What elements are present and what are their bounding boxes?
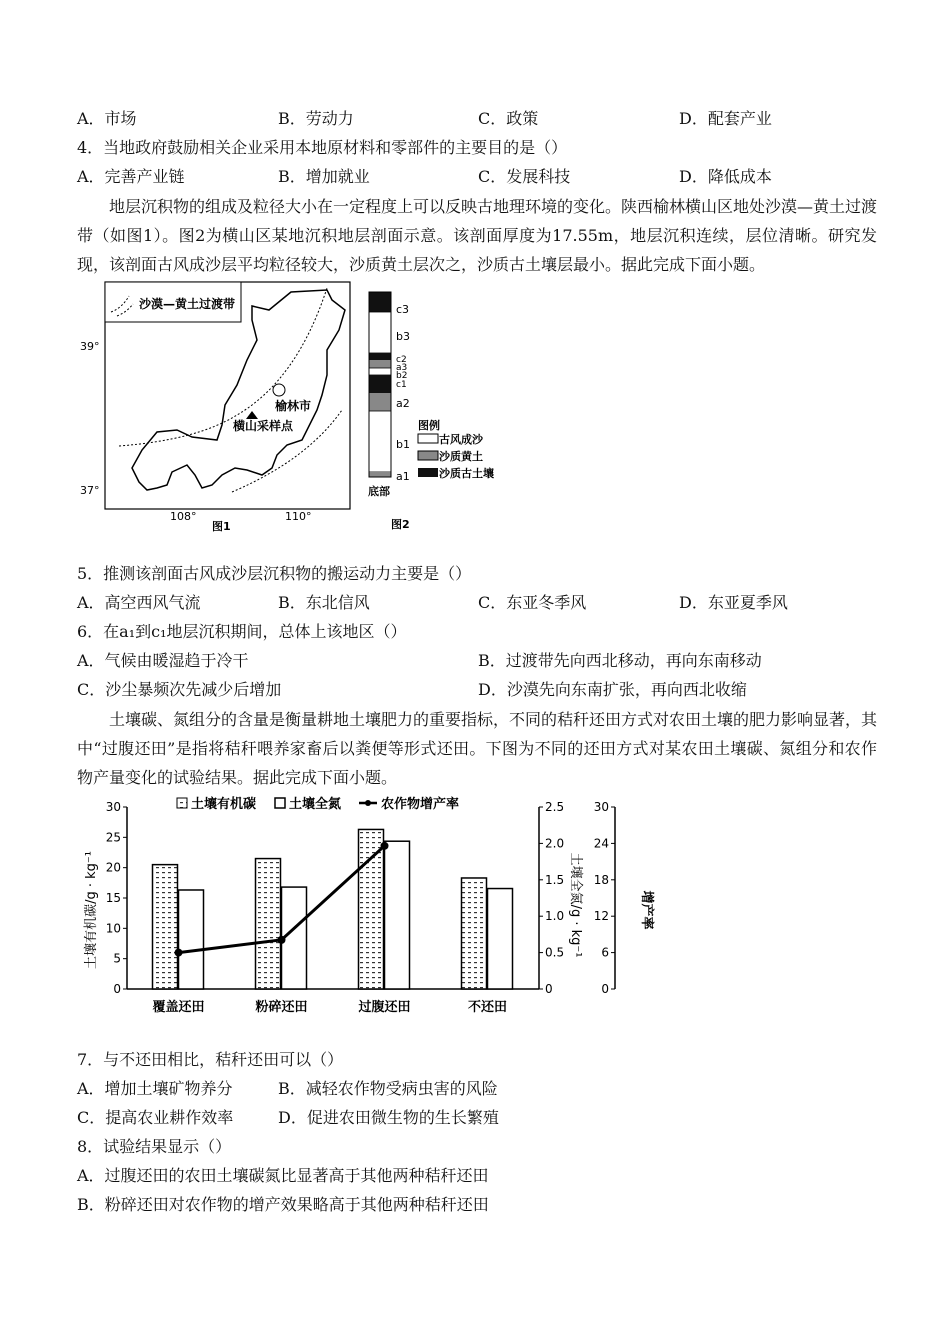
legend-swatch-carbon (177, 798, 187, 808)
option: A．增加土壤矿物养分 (77, 1079, 233, 1098)
option: C．政策 (478, 109, 539, 128)
layer-label: b2 (396, 371, 408, 381)
option: B．增加就业 (278, 167, 370, 186)
bar-carbon (256, 859, 281, 989)
option: D．沙漠先向东南扩张，再向西北收缩 (478, 680, 747, 699)
option: B．劳动力 (278, 109, 354, 128)
y-tick-label: 15 (105, 891, 121, 905)
y2-tick-label: 0.5 (545, 945, 565, 960)
y-tick-label: 30 (105, 800, 121, 814)
y-tick-label: 0 (113, 982, 121, 996)
layer-label: c2 (396, 355, 407, 365)
sample-point-label: 横山采样点 (233, 419, 294, 433)
legend-swatch-paleosol (418, 468, 438, 477)
q8-stem: 8．试验结果显示（） (77, 1137, 232, 1156)
legend-label: 古风成沙 (439, 433, 483, 446)
layer-label: b1 (396, 438, 410, 451)
option: C．发展科技 (478, 167, 571, 186)
option: D．促进农田微生物的生长繁殖 (278, 1108, 499, 1127)
option: D．配套产业 (679, 109, 772, 128)
option: B．减轻农作物受病虫害的风险 (278, 1079, 498, 1098)
map-legend-label: 沙漠—黄土过渡带 (139, 297, 236, 311)
column-bottom-label: 底部 (368, 485, 390, 498)
option: C．东亚冬季风 (478, 593, 587, 612)
legend-label: 农作物增产率 (381, 797, 460, 812)
passage-2: 土壤碳、氮组分的含量是衡量耕地土壤肥力的重要指标，不同的秸秆还田方式对农田土壤的肥力影响显著，其中“过腹还田”是指将秸秆喂养家畜后以粪便等形式还田。下图为不同的还田方式对某农田土壤碳、氮组分和农作物产量变化的试验结果。据此完成下面小题。 (77, 710, 878, 787)
option: A．过腹还田的农田土壤碳氮比显著高于其他两种秸秆还田 (77, 1166, 489, 1185)
option: B．粉碎还田对农作物的增产效果略高于其他两种秸秆还田 (77, 1195, 489, 1214)
option: A．完善产业链 (77, 167, 185, 186)
x-tick-label: 覆盖还田 (152, 1000, 205, 1015)
y3-tick-label: 30 (593, 800, 609, 814)
y-axis-label: 土壤有机碳/g · kg⁻¹ (84, 851, 99, 969)
x-tick-label: 不还田 (467, 1000, 508, 1015)
x-tick-label: 过腹还田 (358, 1000, 411, 1015)
y2-tick-label: 2.5 (545, 800, 565, 814)
bar-carbon (462, 878, 487, 989)
bar-nitrogen (385, 841, 410, 989)
y3-tick-label: 24 (593, 836, 609, 851)
point-yield (381, 842, 389, 850)
legend-swatch-nitrogen (275, 798, 285, 808)
layer-label: a3 (396, 363, 408, 373)
lon-label: 108° (170, 510, 197, 523)
y-tick-label: 10 (105, 921, 121, 936)
figure1-caption: 图1 (212, 520, 231, 532)
soil-chart (77, 790, 667, 1020)
layer-label: b3 (396, 330, 410, 343)
sample-point-marker (246, 411, 258, 419)
layer-label: c1 (396, 380, 407, 390)
y3-tick-label: 12 (593, 909, 609, 924)
point-yield (175, 949, 183, 957)
option: A．市场 (77, 109, 137, 128)
layer-label: a1 (396, 470, 410, 483)
city-marker (273, 384, 285, 396)
figure2-caption: 图2 (391, 518, 410, 531)
stratigraphic-column (369, 292, 391, 477)
y-tick-label: 25 (105, 830, 121, 845)
legend-label: 土壤全氮 (289, 797, 342, 812)
option: A．气候由暖湿趋于冷干 (77, 651, 249, 670)
y-tick-label: 5 (113, 951, 121, 966)
bar-nitrogen (488, 889, 513, 989)
bar-nitrogen (179, 890, 204, 989)
layer-label: a2 (396, 397, 410, 410)
option: A．高空西风气流 (77, 593, 201, 612)
legend-label: 沙质古土壤 (439, 467, 494, 480)
lat-label: 39° (80, 340, 100, 353)
legend-label: 土壤有机碳 (191, 797, 257, 812)
y3-axis-label: 增产率 (639, 890, 654, 930)
y-tick-label: 20 (105, 860, 121, 875)
option: D．降低成本 (679, 167, 772, 186)
option: D．东亚夏季风 (679, 593, 788, 612)
y2-tick-label: 2.0 (545, 836, 565, 851)
city-label: 榆林市 (275, 399, 312, 413)
y3-tick-label: 6 (601, 945, 609, 960)
lon-label: 110° (285, 510, 312, 523)
legend-swatch-sand (418, 434, 438, 443)
x-tick-label: 粉碎还田 (255, 1000, 308, 1015)
point-yield (278, 936, 286, 944)
q6-stem: 6．在a₁到c₁地层沉积期间，总体上该地区（） (77, 622, 407, 641)
q5-stem: 5．推测该剖面古风成沙层沉积物的搬运动力主要是（） (77, 564, 472, 583)
legend-marker (365, 800, 371, 806)
legend-swatch-loess (418, 451, 438, 460)
y2-tick-label: 0 (545, 982, 553, 996)
legend-label: 沙质黄土 (439, 450, 483, 463)
y3-tick-label: 0 (601, 982, 609, 996)
option: C．提高农业耕作效率 (77, 1108, 234, 1127)
y3-tick-label: 18 (593, 872, 609, 887)
option: B．东北信风 (278, 593, 370, 612)
y2-tick-label: 1.5 (545, 872, 565, 887)
bar-carbon (153, 865, 178, 989)
bar-carbon (359, 829, 384, 989)
y2-tick-label: 1.0 (545, 909, 565, 924)
q4-stem: 4．当地政府鼓励相关企业采用本地原材料和零部件的主要目的是（） (77, 138, 568, 157)
y2-axis-label: 土壤全氮/g · kg⁻¹ (568, 852, 583, 958)
legend-title: 图例 (418, 419, 440, 432)
lat-label: 37° (80, 484, 100, 497)
q7-stem: 7．与不还田相比，秸秆还田可以（） (77, 1050, 344, 1069)
option: B．过渡带先向西北移动，再向东南移动 (478, 651, 762, 670)
option: C．沙尘暴频次先减少后增加 (77, 680, 282, 699)
layer-label: c3 (396, 303, 410, 316)
passage-1: 地层沉积物的组成及粒径大小在一定程度上可以反映古地理环境的变化。陕西榆林横山区地处沙漠—黄土过渡带（如图1）。图2为横山区某地沉积地层剖面示意。该剖面厚度为17.55m，地层沉积连续，层位清晰。研究发现，该剖面古风成沙层平均粒径较大，沙质黄土层次之，沙质古土壤层最小。据此完成下面小题。 (77, 197, 878, 274)
figure-map-and-profile (77, 280, 517, 532)
